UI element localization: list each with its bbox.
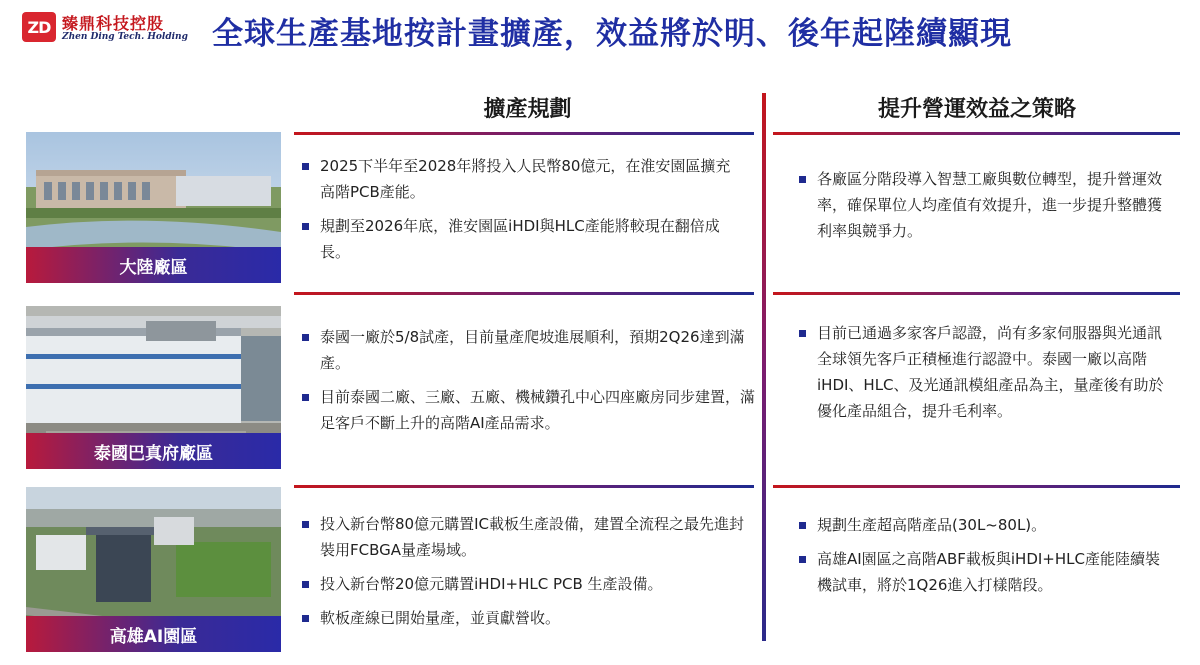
expansion-plan-heading: 擴產規劃: [483, 97, 572, 122]
company-logo: [22, 10, 190, 46]
strategy-heading: 提升營運效益之策略: [877, 97, 1076, 122]
divider-line: [294, 485, 754, 488]
divider-line: [773, 485, 1180, 488]
divider-line: [294, 132, 754, 135]
list-item: 目前已通過多家客戶認證，尚有多家伺服器與光通訊全球領先客戶正積極進行認證中。泰國一廠以高階iHDI、HLC、及光通訊模組產品為主，量產後有助於優化產品組合，提升毛利率。: [795, 320, 1169, 424]
list-item: 規劃至2026年底，淮安園區iHDI與HLC產能將較現在翻倍成長。: [298, 213, 738, 265]
list-item: 投入新台幣80億元購置IC載板生產設備，建置全流程之最先進封裝用FCBGA量產場域。: [298, 511, 748, 563]
site-photo-china: [26, 132, 281, 283]
list-item: 高雄AI園區之高階ABF載板與iHDI+HLC產能陸續裝機試車，將於1Q26進入打樣階段。: [795, 546, 1169, 598]
divider-line: [773, 132, 1180, 135]
site-photo-kaohsiung: [26, 487, 281, 652]
column-divider: [762, 93, 766, 641]
expansion-list-kaohsiung: [298, 511, 748, 639]
strategy-list-kaohsiung: [795, 512, 1169, 606]
strategy-list-china: [795, 166, 1167, 252]
page-title: 全球生產基地按計畫擴產，效益將於明、後年起陸續顯現: [212, 16, 1012, 52]
list-item: 投入新台幣20億元購置iHDI+HLC PCB 生產設備。: [298, 571, 748, 597]
list-item: 目前泰國二廠、三廠、五廠、機械鑽孔中心四座廠房同步建置，滿足客戶不斷上升的高階AI產品需求。: [298, 384, 756, 436]
strategy-list-thailand: [795, 320, 1169, 432]
list-item: 軟板產線已開始量產，並貢獻營收。: [298, 605, 748, 631]
expansion-list-thailand: [298, 324, 756, 444]
site-caption: 泰國巴真府廠區: [26, 433, 281, 469]
logo-chinese-name: 臻鼎科技控股: [62, 14, 165, 33]
divider-line: [773, 292, 1180, 295]
site-caption: 高雄AI園區: [26, 616, 281, 652]
list-item: 泰國一廠於5/8試產，目前量產爬坡進展順利，預期2Q26達到滿產。: [298, 324, 756, 376]
logo-english-name: Zhen Ding Tech. Holding: [62, 32, 188, 42]
divider-line: [294, 292, 754, 295]
list-item: 2025下半年至2028年將投入人民幣80億元，在淮安園區擴充高階PCB產能。: [298, 153, 738, 205]
list-item: 規劃生產超高階產品(30L~80L)。: [795, 512, 1169, 538]
list-item: 各廠區分階段導入智慧工廠與數位轉型，提升營運效率，確保單位人均產值有效提升，進一步提升整體獲利率與競爭力。: [795, 166, 1167, 244]
site-caption: 大陸廠區: [26, 247, 281, 283]
site-photo-thailand: [26, 306, 281, 469]
expansion-list-china: [298, 153, 738, 273]
logo-mark-icon: ZD: [22, 12, 56, 42]
